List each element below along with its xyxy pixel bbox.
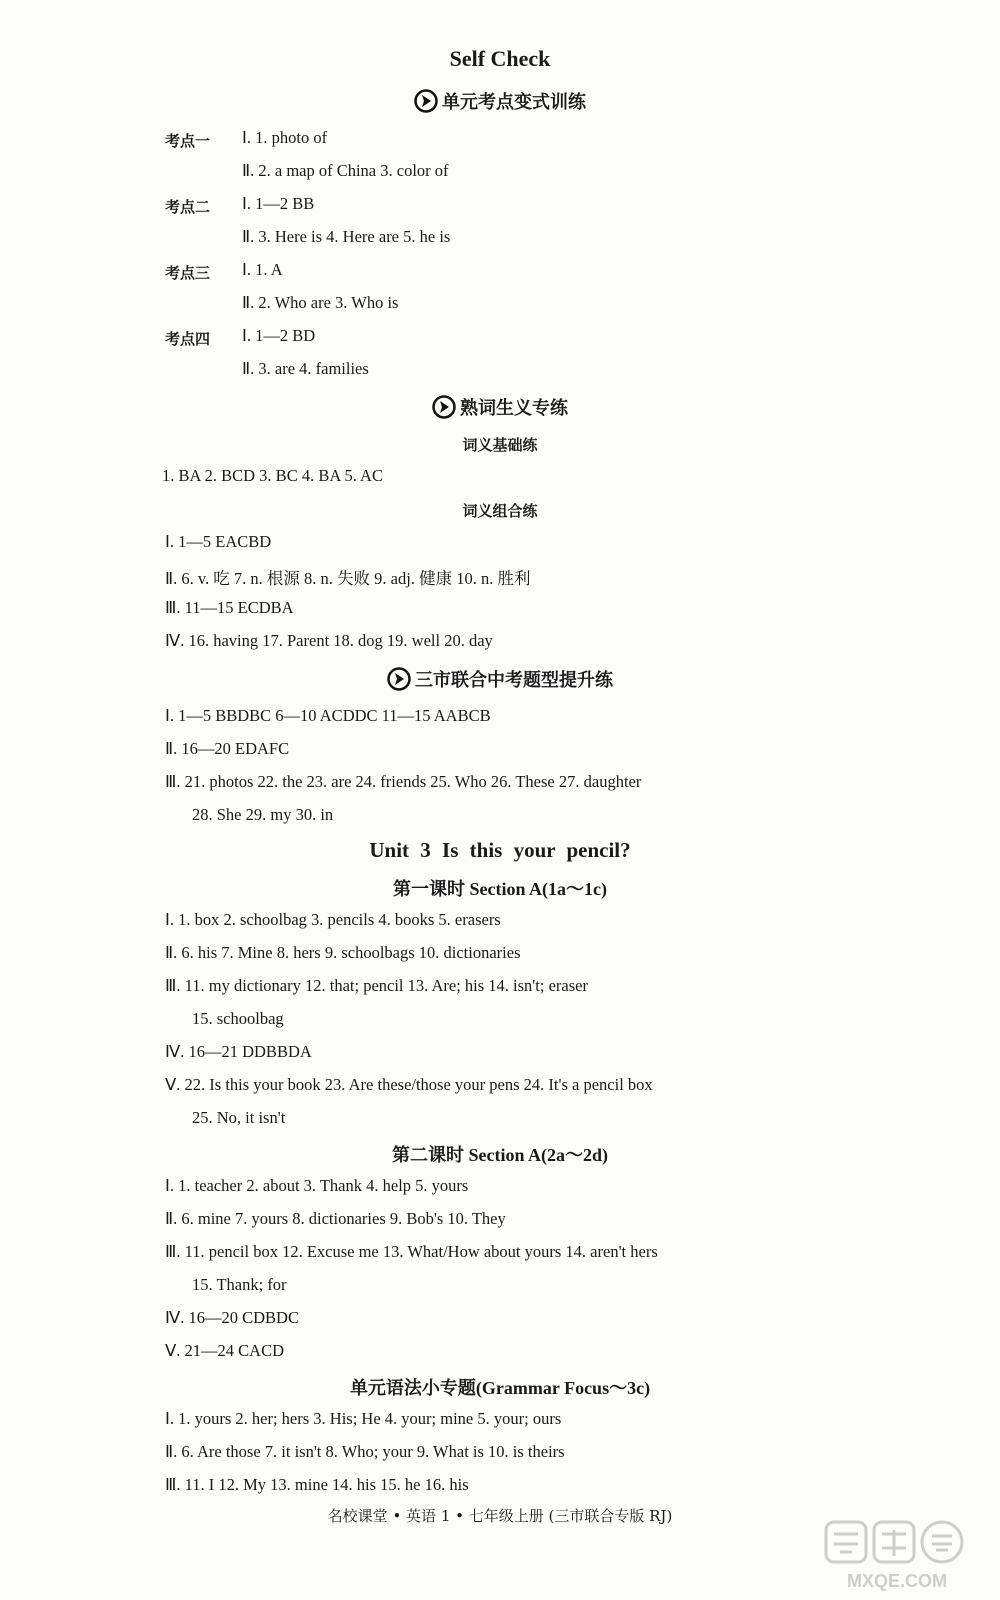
answer-line: Ⅱ. 6. v. 吃 7. n. 根源 8. n. 失败 9. adj. 健康 10. n. 胜利 [165,569,531,588]
answer-line: Ⅲ. 11. I 12. My 13. mine 14. his 15. he 16. his [165,1475,469,1494]
section-heading-3 [0,666,1000,695]
page-title: Self Check [449,46,551,71]
subheading: 词义基础练 [462,436,538,454]
lesson-heading: 第二课时 Section A(2a～2d) [392,1145,608,1165]
answer-line: Ⅱ. 2. Who are 3. Who is [242,293,399,312]
answer-line: Ⅱ. 2. a map of China 3. color of [242,161,449,180]
unit-title: Unit 3 Is this your pencil? [369,838,631,862]
section-heading-text: 单元考点变式训练 [442,92,586,113]
answer-line: Ⅱ. 6. mine 7. yours 8. dictionaries 9. Bob's 10. They [165,1209,506,1228]
section-heading-text: 三市联合中考题型提升练 [415,670,613,691]
answer-line: Ⅲ. 11. pencil box 12. Excuse me 13. What/How about yours 14. aren't hers [165,1242,658,1261]
watermark-logo [822,1520,972,1592]
answer-line: Ⅳ. 16—21 DDBBDA [165,1042,312,1061]
play-arrow-icon [387,667,411,691]
kaodian-label-2: 考点二 [165,198,211,216]
answer-line: 15. Thank; for [192,1275,287,1294]
kaodian-label-4: 考点四 [165,330,211,348]
kaodian-label-3: 考点三 [165,264,211,282]
answer-line: Ⅰ. 1. photo of [242,128,328,147]
page-footer: 名校课堂 • 英语 1 • 七年级上册 (三市联合专版 RJ) [327,1507,673,1525]
answer-line: Ⅰ. 1. yours 2. her; hers 3. His; He 4. your; mine 5. your; ours [165,1409,562,1428]
play-arrow-icon [432,395,456,419]
answer-line: Ⅱ. 6. Are those 7. it isn't 8. Who; your 9. What is 10. is theirs [165,1442,565,1461]
answer-line: Ⅲ. 11. my dictionary 12. that; pencil 13. Are; his 14. isn't; eraser [165,976,588,995]
kaodian-label-1: 考点一 [165,132,211,150]
section-heading-2 [0,394,1000,423]
answer-line: Ⅲ. 11—15 ECDBA [165,598,294,617]
answer-line: Ⅳ. 16—20 CDBDC [165,1308,299,1327]
section-heading-1 [0,88,1000,117]
answer-line: 1. BA 2. BCD 3. BC 4. BA 5. AC [162,466,383,485]
answer-line: Ⅰ. 1—5 EACBD [165,532,272,551]
section-heading-text: 熟词生义专练 [460,398,568,419]
answer-line: Ⅱ. 3. Here is 4. Here are 5. he is [242,227,451,246]
answer-line: 25. No, it isn't [192,1108,286,1127]
answer-line: Ⅱ. 6. his 7. Mine 8. hers 9. schoolbags 10. dictionaries [165,943,521,962]
answer-line: 28. She 29. my 30. in [192,805,334,824]
answer-line: Ⅰ. 1. box 2. schoolbag 3. pencils 4. books 5. erasers [165,910,501,929]
grammar-heading: 单元语法小专题(Grammar Focus～3c) [349,1378,651,1398]
answer-line: 15. schoolbag [192,1009,284,1028]
watermark-url: MXQE.COM [846,1571,947,1591]
answer-line: Ⅰ. 1. A [242,260,283,279]
answer-line: Ⅰ. 1—5 BBDBC 6—10 ACDDC 11—15 AABCB [165,706,491,725]
answer-line: Ⅱ. 16—20 EDAFC [165,739,290,758]
lesson-heading: 第一课时 Section A(1a～1c) [393,879,607,899]
play-arrow-icon [414,89,438,113]
answer-line: Ⅰ. 1—2 BD [242,326,316,345]
answer-line: Ⅰ. 1—2 BB [242,194,315,213]
subheading: 词义组合练 [462,502,538,520]
answer-line: Ⅳ. 16. having 17. Parent 18. dog 19. well 20. day [165,631,493,650]
answer-line: Ⅲ. 21. photos 22. the 23. are 24. friends 25. Who 26. These 27. daughter [165,772,642,791]
answer-line: Ⅴ. 22. Is this your book 23. Are these/those your pens 24. It's a pencil box [165,1075,653,1094]
answer-line: Ⅱ. 3. are 4. families [242,359,369,378]
answer-line: Ⅴ. 21—24 CACD [165,1341,285,1360]
answer-line: Ⅰ. 1. teacher 2. about 3. Thank 4. help 5. yours [165,1176,469,1195]
